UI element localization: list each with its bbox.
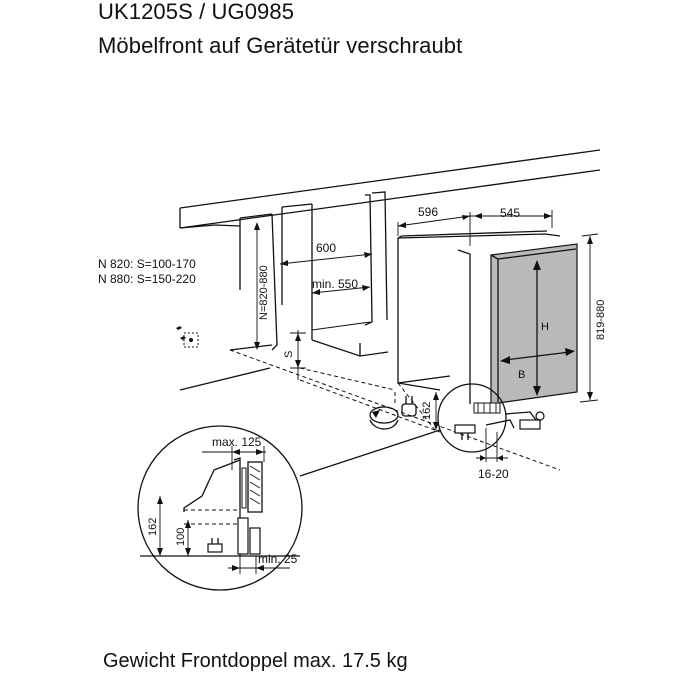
niche-height-label: N=820-880 xyxy=(258,265,270,320)
power-socket xyxy=(172,318,198,347)
niche-820-label: N 820: S=100-170 xyxy=(98,257,196,271)
base-162-label: 162 xyxy=(421,401,433,420)
min-550-label: min. 550 xyxy=(312,277,359,291)
detail-leader-line xyxy=(300,430,440,476)
width-596-label: 596 xyxy=(418,205,439,219)
niche-600-label: 600 xyxy=(316,241,337,255)
rotation-arrow-icon xyxy=(370,396,416,429)
gap-16-20-label: 16-20 xyxy=(478,467,509,481)
front-height-label: H xyxy=(541,321,549,333)
s-label: S xyxy=(283,350,295,358)
detail-height-lines xyxy=(157,496,191,556)
detail-min-25-label: min. 25 xyxy=(258,552,298,566)
model-title: UK1205S / UG0985 xyxy=(98,0,295,24)
detail-max-125-label: max. 125 xyxy=(212,435,262,449)
overall-height-label: 819-880 xyxy=(595,299,607,340)
front-width-label: B xyxy=(518,369,526,381)
weight-footnote: Gewicht Frontdoppel max. 17.5 kg xyxy=(103,650,408,672)
detail-100-label: 100 xyxy=(175,527,187,546)
mounting-subtitle: Möbelfront auf Gerätetür verschraubt xyxy=(98,33,463,58)
niche-880-label: N 880: S=150-220 xyxy=(98,272,196,286)
depth-545-label: 545 xyxy=(500,206,521,220)
detail-162-label: 162 xyxy=(147,517,159,536)
